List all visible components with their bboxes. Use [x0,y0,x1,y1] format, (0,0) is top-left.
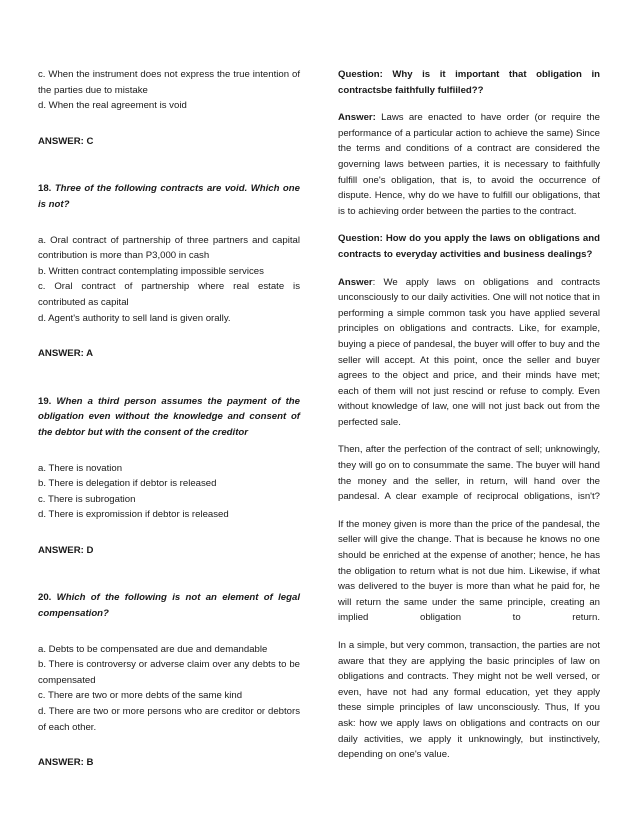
q20-option-b: b. There is controversy or adverse claim over any debts to be compensated [38,659,300,686]
answer-prev: ANSWER: C [38,135,94,147]
q18-option-d: d. Agent's authority to sell land is given orally. [38,312,231,324]
q20-option-c: c. There are two or more debts of the same kind [38,690,243,702]
question-18 [38,181,300,212]
answer-1-label: Answer: [338,112,376,124]
q18-answer: ANSWER: A [38,348,94,360]
question-19-number: 19. [38,395,52,407]
answer-2-text: : We apply laws on obligations and contracts unconsciously to our daily activities. One will not notice that in performing a simple common task you have applied several principles on obligations and contracts. Like, for example, buying a piece of pandesal, the buyer will offer to buy and the seller will accept. At this point, once the seller and buyer agrees to the object and price, and their minds have met; each of them will not just rescind or refuse to comply. Even without knowledge of law, one will not just back out from the perfected sale. [338,276,600,428]
question-18-number: 18. [38,183,52,195]
left-column [38,67,300,771]
paragraph-4: If the money given is more than the price of the pandesal, the seller will give the change. That is because he knows no one should be enriched at the expense of another; hence, he has the obligation to return what is not due him. Likewise, if what was delivered to the buyer is more than what he paid for, he will return the same under the same principle, creating an implied obligation to return. [338,518,600,624]
question-1-heading: Question: Why is it important that obligation in contractsbe faithfully fulfiiled?? [338,69,600,96]
q19-option-b: b. There is delegation if debtor is released [38,478,217,490]
q18-option-a: a. Oral contract of partnership of three partners and capital contribution is more than P3,000 in cash [38,234,300,262]
q19-option-d: d. There is expromission if debtor is released [38,509,229,521]
paragraph-3: Then, after the perfection of the contract of sell; unknowingly, they will go on to consummate the same. The buyer will hand the money and the seller, in return, will hand over the pandesal. A clear example of reciprocal obligations, isn't? [338,444,600,503]
question-20-text: Which of the following is not an element of legal compensation? [38,592,301,620]
option-c-prev: c. When the instrument does not express the true intention of the parties due to mistake [38,69,300,96]
q19-option-a: a. There is novation [38,462,123,474]
q18-option-b: b. Written contract contemplating impossible services [38,265,264,277]
q19-answer: ANSWER: D [38,544,94,556]
q19-option-c: c. There is subrogation [38,493,136,505]
right-column [338,67,600,763]
q20-option-a: a. Debts to be compensated are due and demandable [38,643,268,655]
q18-option-c: c. Oral contract of partnership where real estate is contributed as capital [38,281,300,308]
paragraph-5: In a simple, but very common, transaction, the parties are not aware that they are applying the basic principles of law on obligations and contracts. They might not be well versed, or even, have not had any formal education, yet they apply these simple principles of law unconsciously. Thus, If you ask: how we apply laws on obligations and contracts on our daily activities, we apply it unknowingly, but instinctively, depending on one's value. [338,640,600,761]
question-20 [38,590,300,621]
option-d-prev: d. When the real agreement is void [38,100,187,112]
answer-2-label: Answer [338,276,373,288]
q20-answer: ANSWER: B [38,757,94,769]
q20-option-d: d. There are two or more persons who are creditor or debtors of each other. [38,706,300,733]
answer-1 [338,110,600,219]
question-19-text: When a third person assumes the payment of the obligation even without the knowledge and consent of the debtor but with the consent of the creditor [38,395,300,438]
question-2-heading: Question: How do you apply the laws on obligations and contracts to everyday activities and business dealings? [338,233,600,260]
question-20-number: 20. [38,592,52,604]
answer-1-text: Laws are enacted to have order (or require the performance of a particular action to achieve the same) Since the terms and conditions of a contract are considered the governing laws between parties, it is necessary to faithfully fulfill one's obligation, that is, to avoid the occurrence of dispute. Hence, why do we have to fulfill our obligations, that is to achieving order between the parties to the contract. [338,112,600,217]
question-18-text: Three of the following contracts are void. Which one is not? [38,183,300,210]
question-19 [38,394,300,441]
answer-2 [338,275,600,431]
